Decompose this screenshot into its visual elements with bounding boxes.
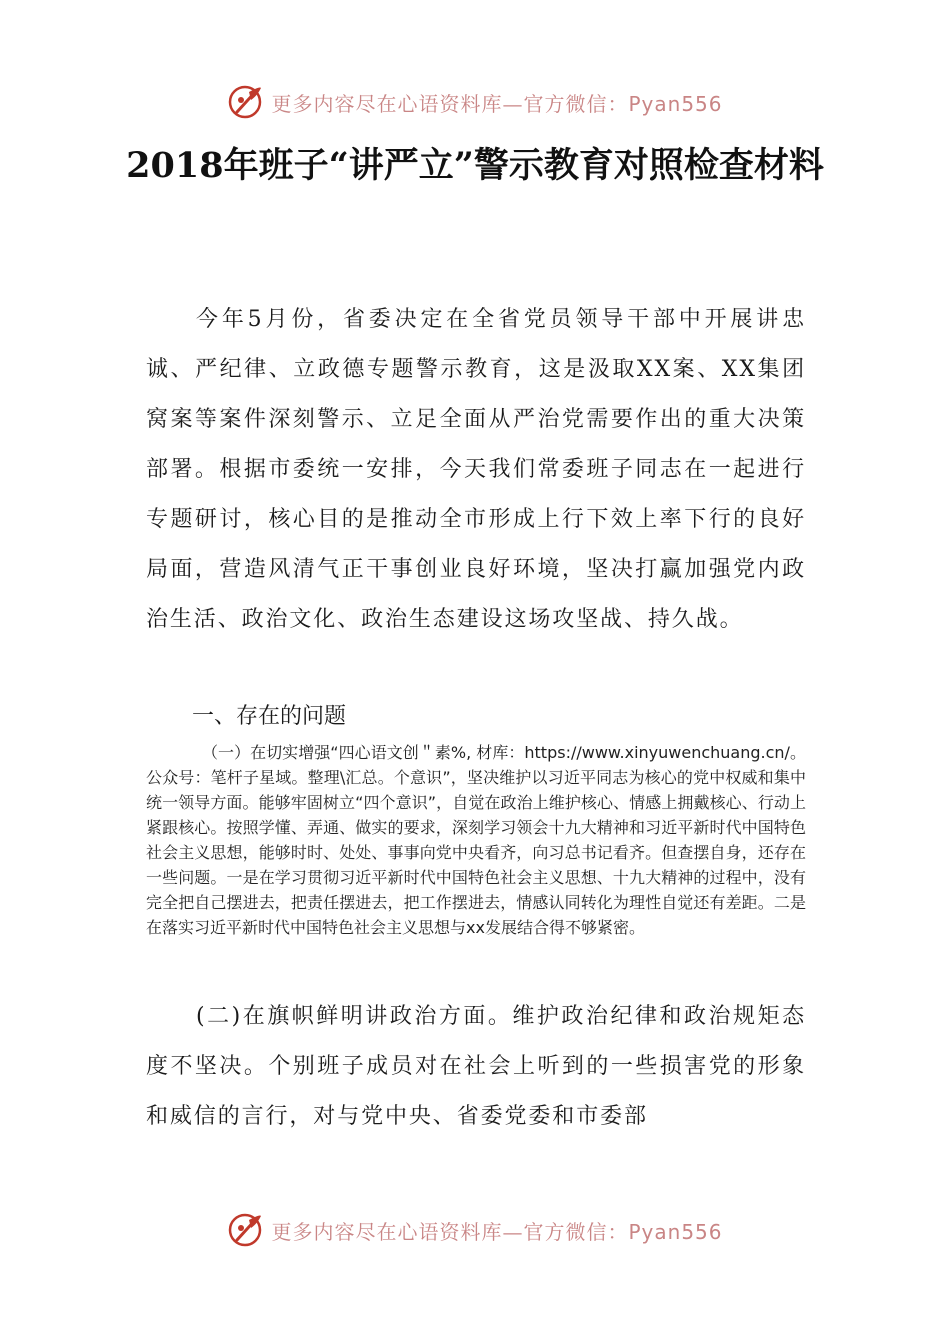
banner-wechat-id: Pyan556 [628,1219,723,1244]
intro-paragraph: 今年5月份，省委决定在全省党员领导干部中开展讲忠诚、严纪律、立政德专题警示教育，这是汲取XX案、XX集团窝案等案件深刻警示、立足全面从严治党需要作出的重大决策部署。根据市委统一安排，今天我们常委班子同志在一起进行专题研讨，核心目的是推动全市形成上行下效上率下行的良好局面，营造风清气正干事创业良好环境，坚决打赢加强党内政治生活、政治文化、政治生态建设这场攻坚战、持久战。 [146,307,806,632]
section-paragraph-1: （一）在切实增强“四心语文创＂素%, 材库：https://www.xinyuwenchuang.cn/。公众号：笔杆子星域。整理\汇总。个意识”，坚决维护以习近平同志为核心的党中权威和集中统一领导方面。能够牢固树立“四个意识”，自觉在政治上维护核心、情感上拥戴核心、行动上紧跟核心。按照学懂、弄通、做实的要求，深刻学习领会十九大精神和习近平新时代中国特色社会主义思想，能够时时、处处、事事向党中央看齐，向习总书记看齐。但查摆自身，还存在一些问题。一是在学习贯彻习近平新时代中国特色社会主义思想、十九大精神的过程中，没有完全把自己摆进去，把责任摆进去，把工作摆进去，情感认同转化为理性自觉还有差距。二是在落实习近平新时代中国特色社会主义思想与xx发展结合得不够紧密。 [146,743,806,937]
section-heading: 一、存在的问题 [192,704,347,729]
footer-banner [0,1208,950,1252]
quill-logo-icon [227,1210,267,1250]
header-banner [0,80,950,124]
section-paragraph-2: (二)在旗帜鲜明讲政治方面。维护政治纪律和政治规矩态度不坚决。个别班子成员对在社会上听到的一些损害党的形象和威信的言行，对与党中央、省委党委和市委部 [146,1004,806,1129]
banner-wechat-id: Pyan556 [628,91,723,116]
banner-text: 更多内容尽在心语资料库—官方微信：Pyan556 [271,91,723,116]
document-title: 2018年班子“讲严立”警示教育对照检查材料 [126,145,824,186]
banner-text: 更多内容尽在心语资料库—官方微信：Pyan556 [271,1219,723,1244]
quill-logo-icon [227,82,267,122]
